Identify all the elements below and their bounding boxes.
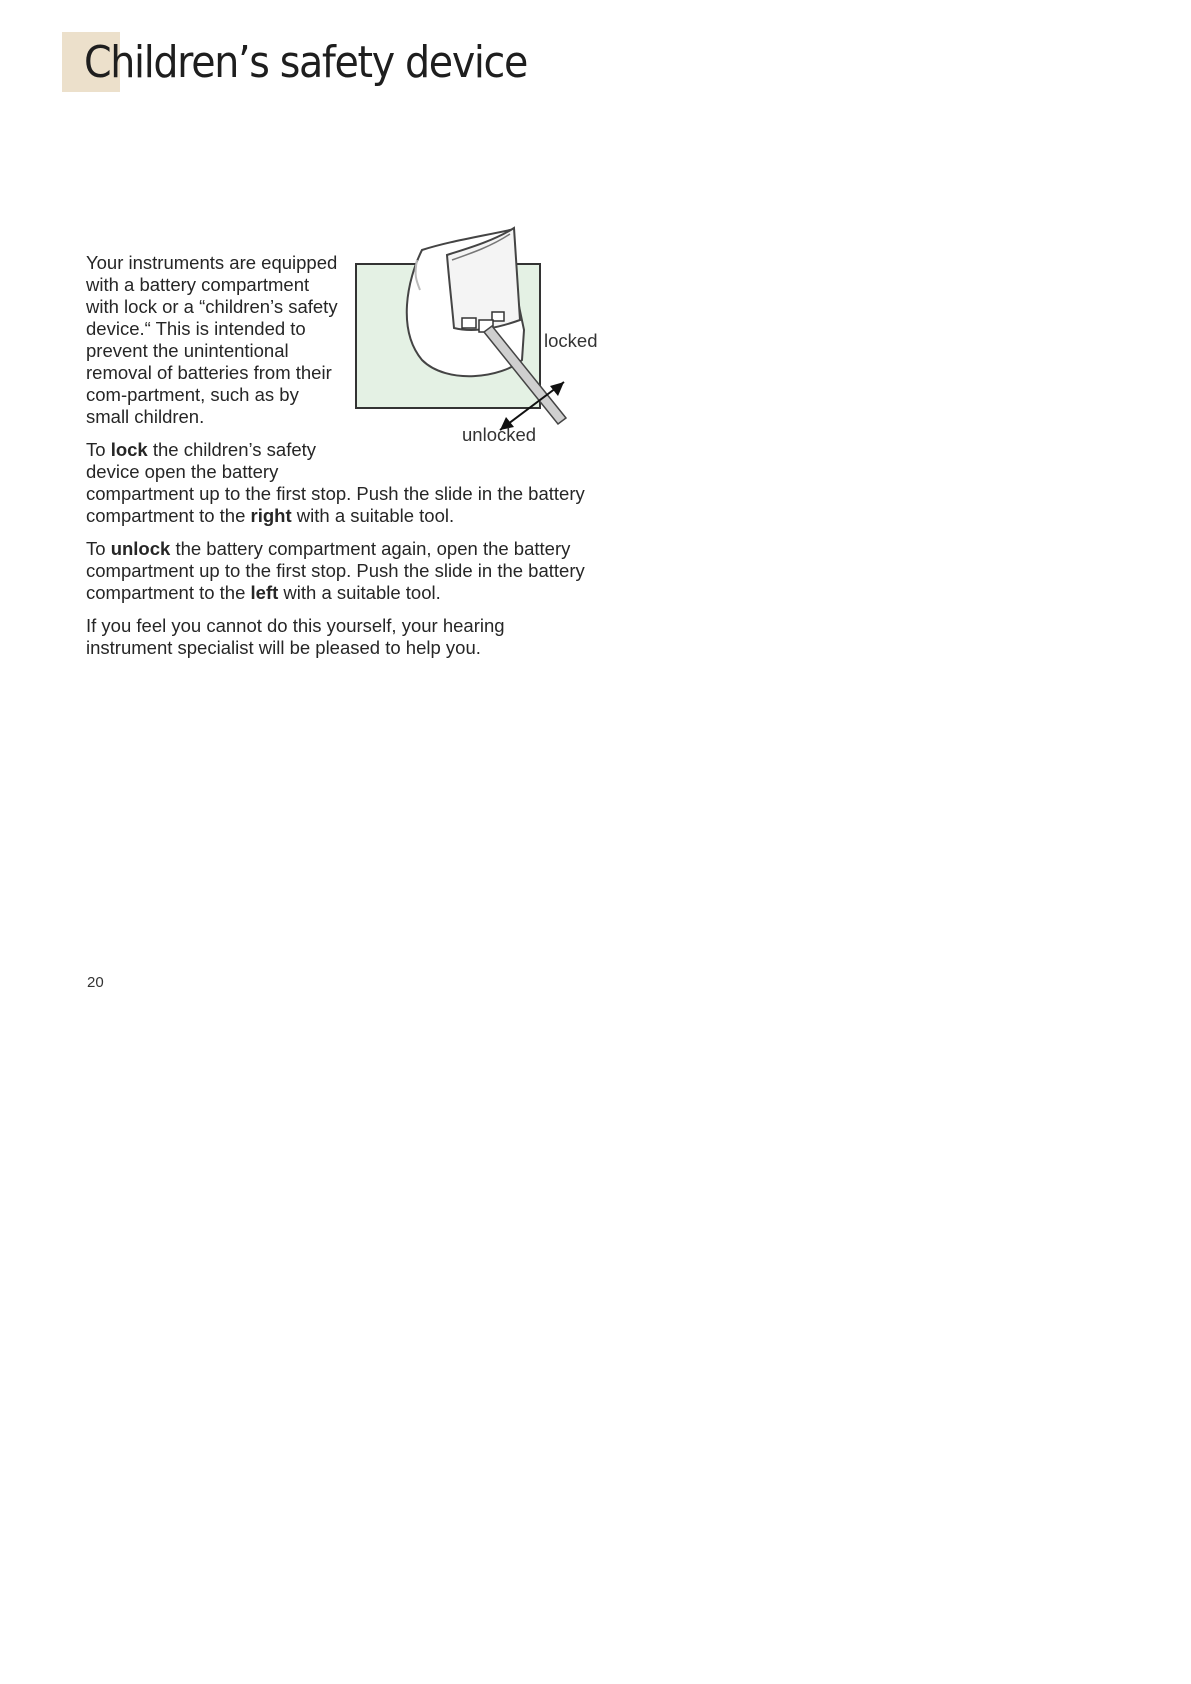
- battery-lock-illustration: [352, 220, 610, 482]
- unlock-paragraph: To unlock the battery compartment again, open the battery compartment up to the first stop. Push the slide in the battery compartment to the left with a suitable tool.: [86, 538, 585, 603]
- arrow-head-right: [550, 382, 564, 396]
- content-column: [86, 252, 596, 670]
- page-title: Children’s safety device: [84, 37, 527, 88]
- slide-right-tab: [492, 312, 504, 321]
- lock-keyword: lock: [110, 439, 148, 460]
- slide-left-tab: [462, 318, 476, 328]
- left-keyword: left: [250, 582, 279, 603]
- right-keyword: right: [250, 505, 292, 526]
- intro-paragraph: Your instruments are equipped with a battery compartment with lock or a “children’s safety device.“ This is intended to prevent the unintentional removal of batteries from their com-partment, such as by small children.: [86, 252, 338, 427]
- lock-paragraph: To lock the children’s safety device open the battery compartment up to the first stop. Push the slide in the battery compartment to the right with a suitable tool.: [86, 439, 585, 526]
- unlock-keyword: unlock: [110, 538, 171, 559]
- label-unlocked: unlocked: [462, 424, 537, 445]
- page-number: 20: [87, 974, 104, 991]
- label-locked: locked: [544, 330, 598, 351]
- help-paragraph: If you feel you cannot do this yourself, your hearing instrument specialist will be pleased to help you.: [86, 615, 505, 658]
